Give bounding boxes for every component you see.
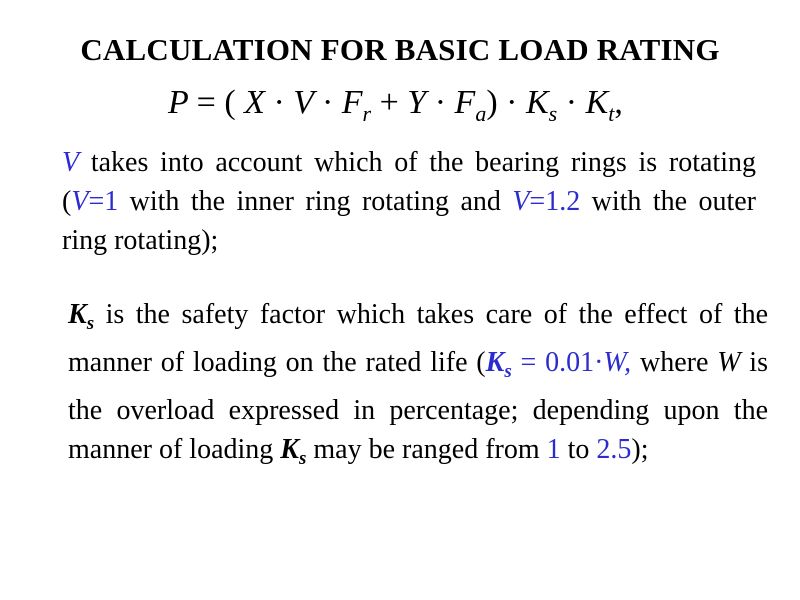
load-formula: P = ( $X \cdot V \cdot F_r + Y \cdot F_a) \cdot K_s \cdot K_t$, — [168, 84, 623, 126]
v-definition-paragraph: V takes into account which of the bearing rings is rotating (V=1 with the inner ring rotating and V=1.2 with the outer ring rotating); — [62, 147, 756, 256]
page-title: CALCULATION FOR BASIC LOAD RATING — [80, 32, 720, 67]
ks-definition-paragraph: $K_s$ is the safety factor which takes care of the effect of the manner of loading on the rated life ($K_s = 0.01\cdot W$, where W is the overload expressed in percentage; depending upon the manner of loading $K_s$ may be ranged from 1 to 2.5); — [68, 299, 768, 469]
